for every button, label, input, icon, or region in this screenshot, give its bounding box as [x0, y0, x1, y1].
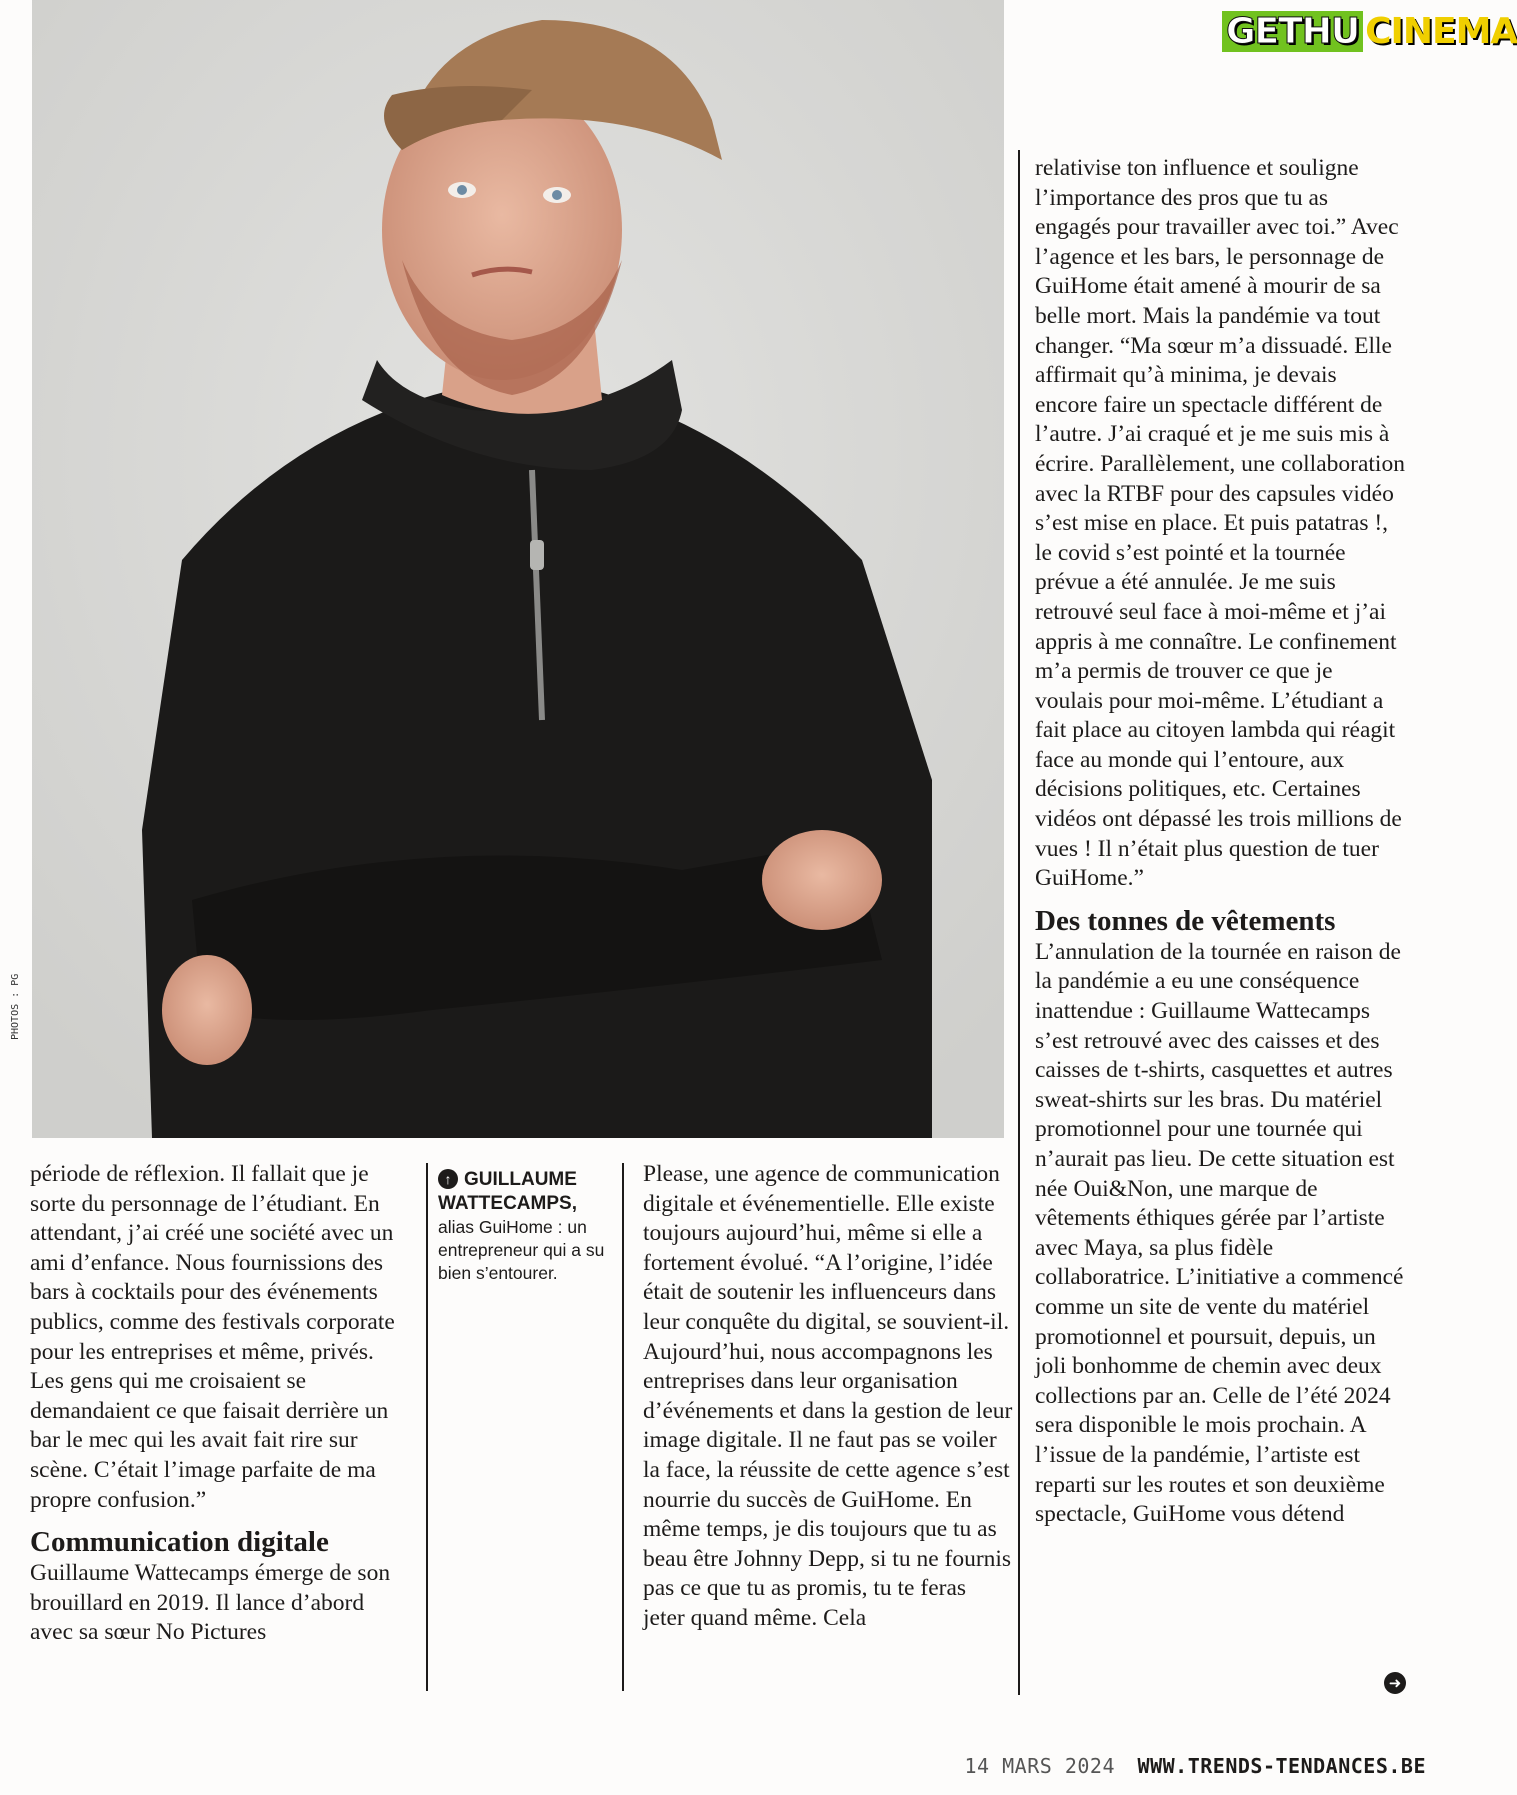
- article-column-4: [1035, 154, 1405, 1530]
- column3-paragraph-1: Please, une agence de communication digitale et événementielle. Elle existe toujours aujourd’hui, même si elle a fortement évolué. “A l’origine, l’idée était de soutenir les influenceurs dans leur conquête du digital, se souvient-il. Aujourd’hui, nous accompagnons les entreprises dans leur organisation d’événements et dans la gestion de leur image digitale. Il ne faut pas se voiler la face, la réussite de cette agence s’est nourrie du succès de GuiHome. En même temps, je dis toujours que tu as beau être Johnny Depp, si tu ne fournis pas ce que tu as promis, tu te feras jeter quand même. Cela: [643, 1161, 1013, 1631]
- column4-paragraph-1: relativise ton influence et souligne l’importance des pros que tu as engagés pour travailler avec toi.” Avec l’agence et les bars, le personnage de GuiHome était amené à mourir de sa belle mort. Mais la pandémie va tout changer. “Ma sœur m’a dissuadé. Elle affirmait qu’à minima, je devais encore faire un spectacle différent de l’autre. J’ai craqué et je me suis mis à écrire. Parallèlement, une collaboration avec la RTBF pour des capsules vidéo s’est mise en place. Et puis patatras !, le covid s’est pointé et la tournée prévue a été annulée. Je me suis retrouvé seul face à moi-même et j’ai appris à me connaître. Le confinement m’a permis de trouver ce que je voulais pour moi-même. L’étudiant a fait place au citoyen lambda qui réagit face au monde qui l’entoure, aux décisions politiques, etc. Certaines vidéos ont dépassé les trois millions de vues ! Il n’était plus question de tuer GuiHome.”: [1035, 155, 1405, 892]
- portrait-photo: [32, 0, 1004, 1138]
- caption-name: GUILLAUME WATTECAMPS,: [438, 1169, 577, 1214]
- column4-paragraph-2: L’annulation de la tournée en raison de la pandémie a eu une conséquence inattendue : Guillaume Wattecamps s’est retrouvé avec des caisses et des caisses de t-shirts, casquettes et autres sweat-shirts sur les bras. Du matériel promotionnel pour une tournée qui n’aurait pas lieu. De cette situation est née Oui&Non, une marque de vêtements éthiques gérée par l’artiste avec Maya, sa plus fidèle collaboratrice. L’initiative a commencé comme un site de vente du matériel promotionnel et poursuit, depuis, un joli bonhomme de chemin avec deux collections par an. Celle de l’été 2024 sera disponible le mois prochain. A l’issue de la pandémie, l’artiste est reparti sur les routes et son deuxième spectacle, GuiHome vous détend: [1035, 938, 1404, 1528]
- column-divider: [622, 1163, 624, 1691]
- website-url: WWW.TRENDS-TENDANCES.BE: [1137, 1754, 1426, 1778]
- article-column-3: [643, 1160, 1013, 1634]
- photo-credit: PHOTOS : PG: [10, 973, 21, 1040]
- section-heading-communication: Communication digitale: [30, 1526, 329, 1559]
- watermark-part1: GETHU: [1222, 11, 1363, 52]
- column1-paragraph-1: période de réflexion. Il fallait que je sorte du personnage de l’étudiant. En attendant, j’ai créé une société avec un ami d’enfance. Nous fournissions des bars à cocktails pour des événements publics, comme des festivals corporate pour les entreprises et même, privés. Les gens qui me croisaient se demandaient ce que faisait derrière un bar le mec qui les avait fait rire sur scène. C’était l’image parfaite de ma propre confusion.”: [30, 1161, 395, 1513]
- section-heading-vetements: Des tonnes de vêtements: [1035, 904, 1336, 937]
- portrait-illustration: [32, 0, 1004, 1138]
- column-divider: [426, 1163, 428, 1691]
- watermark-part2: CINEMA: [1365, 10, 1517, 52]
- watermark-logo: [1222, 6, 1517, 56]
- caption-text: alias GuiHome : un entrepreneur qui a su bien s’entourer.: [438, 1217, 605, 1283]
- issue-date: 14 MARS 2024: [964, 1754, 1115, 1778]
- article-column-1: [30, 1160, 410, 1648]
- column-divider: [1018, 150, 1020, 1695]
- arrow-right-circle-icon: ➜: [1384, 1672, 1406, 1694]
- page-footer: [965, 1754, 1427, 1778]
- column1-paragraph-2: Guillaume Wattecamps émerge de son brouillard en 2019. Il lance d’abord avec sa sœur No Pictures: [30, 1560, 391, 1646]
- photo-caption: [438, 1168, 608, 1285]
- arrow-up-circle-icon: ↑: [438, 1169, 458, 1189]
